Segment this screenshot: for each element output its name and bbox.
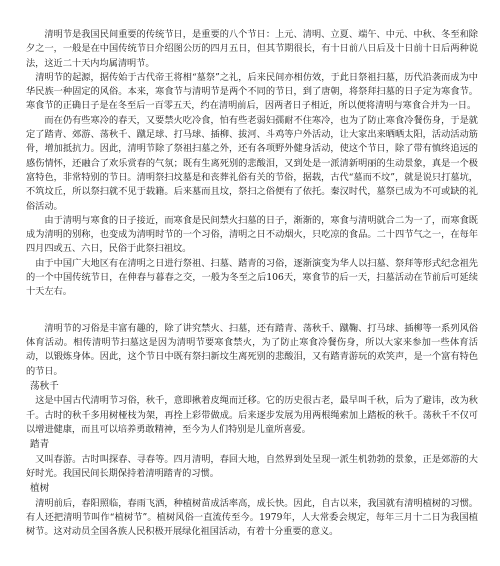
paragraph-origin: 清明节的起源，据传始于古代帝王将相“墓祭”之礼，后来民间亦相仿效，于此日祭祖扫墓，历代沿袭而成为中华民族一种固定的风俗。本来，寒食节与清明节是两个不同的节日，到了唐朝，将祭拜扫墓的日子定为寒食节。寒食节的正确日子是在冬至后一百零五天，约在清明前后，因两者日子相近，所以便将清明与寒食合并为一日。 — [26, 71, 478, 112]
paragraph-customs: 清明节的习俗是丰富有趣的，除了讲究禁火、扫墓，还有踏青、荡秋千、蹴鞠、打马球、插柳等一系列风俗体育活动。相传清明节扫墓这是因为清明节要寒食禁火，为了防止寒食冷餐伤身，所以大家来参加一些体育活动，以锻炼身体。因此，这个节日中既有祭扫新坟生离死别的悲酸泪，又有踏青游玩的欢笑声，是一个富有特色的节日。 — [26, 322, 478, 377]
paragraph-cold-food: 由于清明与寒食的日子接近，而寒食是民间禁火扫墓的日子，渐渐的，寒食与清明就合二为一了，而寒食既成为清明的别称，也变成为清明时节的一个习俗，清明之日不动烟火，只吃凉的食品。二十四节气之一，在每年四月四或五、六日，民俗于此祭扫祖坟。 — [26, 214, 478, 255]
paragraph-activities: 而在仍有些寒冷的春天，又要禁火吃冷食，怕有些老弱妇孺耐不住寒冷，也为了防止寒食冷餐伤身，于是就定了踏青、郊游、荡秋千、蹴足球、打马球、插柳、拔河、斗鸡等户外活动，让大家出来晒晒太阳，活动活动筋骨，增加抵抗力。因此，清明节除了祭祖扫墓之外，还有各项野外健身活动，使这个节日，除了带有慎终追远的感伤情怀，还融合了欢乐赏春的气氛；既有生离死别的悲酸泪，又到处是一派清新明丽的生动景象，真是一个极富特色，非常特别的节日。清明祭扫坟墓是和丧葬礼俗有关的节俗，据载，古代“墓而不坟”，就是说只打墓坑，不筑坟丘，所以祭扫就不见于载籍。后来墓而且坟，祭扫之俗便有了依托。秦汉时代，墓祭已成为不可或缺的礼俗活动。 — [26, 114, 478, 212]
section-heading-tree-planting: 植树 — [30, 483, 50, 495]
section-text-tree-planting: 清明前后，春阳照临，春雨飞洒，种植树苗成活率高，成长快。因此，自古以来，我国就有清明植树的习惯。有人还把清明节叫作“植树节”。植树风俗一直流传至今。1979年，人大常委会规定，每年三月十二日为我国植树节。这对动员全国各族人民积极开展绿化祖国活动，有着十分重要的意义。 — [26, 497, 478, 538]
section-heading-spring-outing: 踏青 — [30, 439, 50, 451]
paragraph-ancestor-worship: 由于中国广大地区有在清明之日进行祭祖、扫墓、踏青的习俗，逐渐演变为华人以扫墓、祭拜等形式纪念祖先的一个中国传统节日，在伸春与暮春之交，一般为冬至之后106天，寒食节的后一天，扫墓活动在节前后可延续十天左右。 — [26, 257, 478, 298]
section-text-spring-outing: 又叫春游。古时叫探春、寻春等。四月清明，春回大地，自然界到处呈现一派生机勃勃的景象，正是郊游的大好时光。我国民间长期保持着清明踏青的习惯。 — [26, 453, 478, 480]
section-text-swing: 这是中国古代清明节习俗，秋千，意即揪着皮绳而迁移。它的历史很古老，最早叫千秋，后为了避讳，改为秋千。古时的秋千多用树桠枝为架，再拴上彩带做成。后来逐步发展为用两根绳索加上踏板的秋千。荡秋千不仅可以增进健康，而且可以培养勇敢精神，至今为人们特别是儿童所喜爱。 — [26, 395, 478, 435]
paragraph-gap — [26, 300, 478, 322]
paragraph-intro: 清明节是我国民间重要的传统节日，是重要的八个节日：上元、清明、立夏、端午、中元、中秋、冬至和除夕之一，一般是在中国传统节日介绍图公历的四月五日，但其节期很长，有十日前八日后及十日前十日后两种说法，这近二十天内均属清明节。 — [26, 29, 478, 69]
section-heading-swing: 荡秋千 — [30, 380, 59, 392]
